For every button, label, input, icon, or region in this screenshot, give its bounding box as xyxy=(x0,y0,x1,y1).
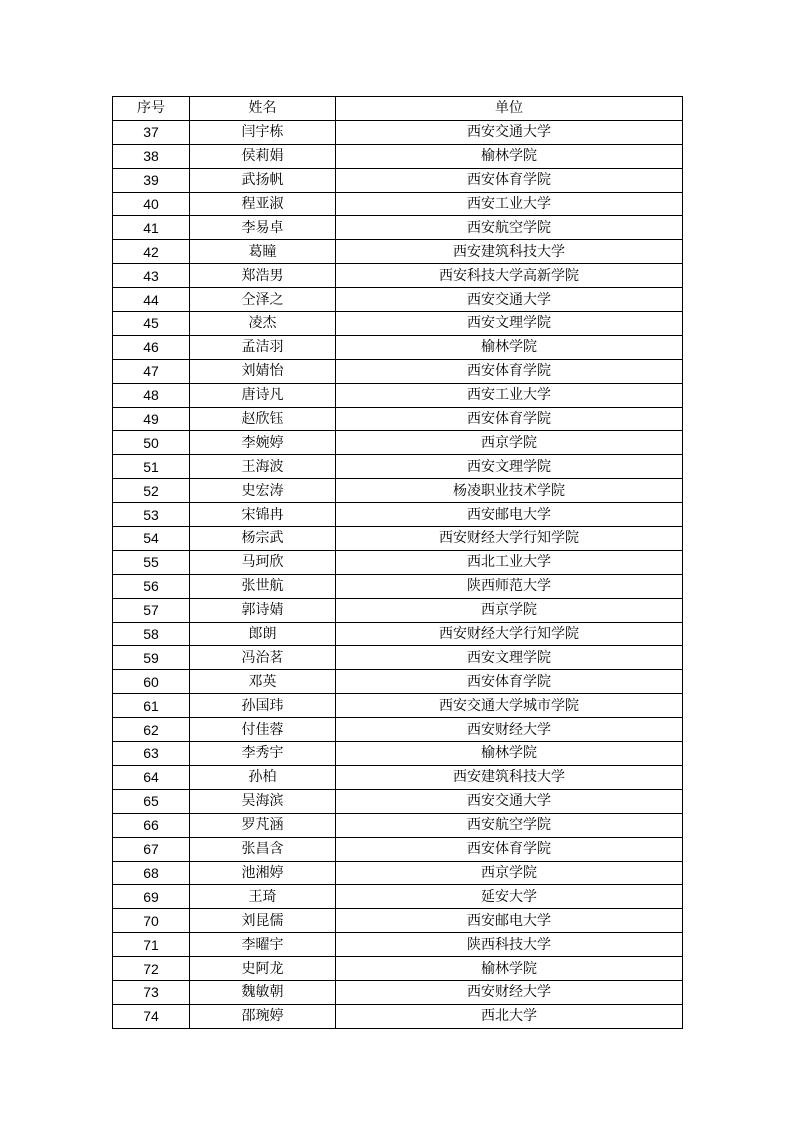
cell-affiliation: 西安文理学院 xyxy=(336,646,683,670)
cell-name: 程亚淑 xyxy=(190,192,336,216)
table-row xyxy=(113,670,683,694)
cell-serial-number: 39 xyxy=(113,168,190,192)
cell-serial-number: 59 xyxy=(113,646,190,670)
roster-table xyxy=(112,96,683,1029)
cell-name: 付佳蓉 xyxy=(190,718,336,742)
cell-serial-number: 71 xyxy=(113,933,190,957)
table-row xyxy=(113,168,683,192)
cell-affiliation: 榆林学院 xyxy=(336,742,683,766)
cell-serial-number: 43 xyxy=(113,264,190,288)
cell-affiliation: 杨凌职业技术学院 xyxy=(336,479,683,503)
table-row xyxy=(113,144,683,168)
cell-affiliation: 西安建筑科技大学 xyxy=(336,765,683,789)
cell-serial-number: 41 xyxy=(113,216,190,240)
table-body xyxy=(113,120,683,1028)
cell-affiliation: 西安交通大学 xyxy=(336,288,683,312)
cell-serial-number: 52 xyxy=(113,479,190,503)
cell-serial-number: 64 xyxy=(113,765,190,789)
cell-affiliation: 西安财经大学行知学院 xyxy=(336,622,683,646)
cell-name: 孙国玮 xyxy=(190,694,336,718)
table-row xyxy=(113,933,683,957)
cell-affiliation: 西安财经大学行知学院 xyxy=(336,527,683,551)
cell-name: 孟洁羽 xyxy=(190,335,336,359)
cell-name: 张昌含 xyxy=(190,837,336,861)
cell-name: 李婉婷 xyxy=(190,431,336,455)
table-row xyxy=(113,120,683,144)
cell-affiliation: 西京学院 xyxy=(336,598,683,622)
table-row xyxy=(113,192,683,216)
table-row xyxy=(113,789,683,813)
cell-name: 马珂欣 xyxy=(190,550,336,574)
cell-name: 邵琬婷 xyxy=(190,1004,336,1028)
cell-affiliation: 西安交通大学 xyxy=(336,120,683,144)
table-row xyxy=(113,837,683,861)
table-row xyxy=(113,288,683,312)
table-row xyxy=(113,694,683,718)
cell-serial-number: 53 xyxy=(113,503,190,527)
header-row xyxy=(113,97,683,121)
cell-affiliation: 西安航空学院 xyxy=(336,813,683,837)
table-row xyxy=(113,503,683,527)
cell-serial-number: 56 xyxy=(113,574,190,598)
table-row xyxy=(113,957,683,981)
cell-name: 宋锦冉 xyxy=(190,503,336,527)
table-row xyxy=(113,240,683,264)
table-row xyxy=(113,622,683,646)
cell-name: 侯莉娟 xyxy=(190,144,336,168)
cell-affiliation: 陕西师范大学 xyxy=(336,574,683,598)
cell-name: 魏敏朝 xyxy=(190,980,336,1004)
cell-serial-number: 38 xyxy=(113,144,190,168)
cell-serial-number: 45 xyxy=(113,312,190,336)
table-row xyxy=(113,527,683,551)
cell-serial-number: 62 xyxy=(113,718,190,742)
cell-affiliation: 西安航空学院 xyxy=(336,216,683,240)
table-row xyxy=(113,646,683,670)
table-row xyxy=(113,980,683,1004)
cell-affiliation: 西安体育学院 xyxy=(336,670,683,694)
cell-affiliation: 西安科技大学高新学院 xyxy=(336,264,683,288)
cell-name: 李易卓 xyxy=(190,216,336,240)
header-serial-number: 序号 xyxy=(113,97,190,121)
cell-serial-number: 73 xyxy=(113,980,190,1004)
table-row xyxy=(113,312,683,336)
table-row xyxy=(113,909,683,933)
cell-affiliation: 西安文理学院 xyxy=(336,455,683,479)
cell-serial-number: 60 xyxy=(113,670,190,694)
cell-name: 王海波 xyxy=(190,455,336,479)
cell-name: 池湘婷 xyxy=(190,861,336,885)
cell-name: 唐诗凡 xyxy=(190,383,336,407)
cell-affiliation: 西安交通大学 xyxy=(336,789,683,813)
cell-name: 罗芃涵 xyxy=(190,813,336,837)
cell-affiliation: 西京学院 xyxy=(336,431,683,455)
cell-affiliation: 西安体育学院 xyxy=(336,407,683,431)
cell-name: 仝泽之 xyxy=(190,288,336,312)
cell-serial-number: 69 xyxy=(113,885,190,909)
cell-name: 闫宇栋 xyxy=(190,120,336,144)
cell-affiliation: 西安体育学院 xyxy=(336,359,683,383)
cell-serial-number: 67 xyxy=(113,837,190,861)
cell-name: 张世航 xyxy=(190,574,336,598)
table-row xyxy=(113,574,683,598)
cell-name: 吴海滨 xyxy=(190,789,336,813)
cell-serial-number: 70 xyxy=(113,909,190,933)
cell-name: 邓英 xyxy=(190,670,336,694)
table-row xyxy=(113,407,683,431)
cell-affiliation: 榆林学院 xyxy=(336,957,683,981)
table-row xyxy=(113,598,683,622)
cell-serial-number: 74 xyxy=(113,1004,190,1028)
table-row xyxy=(113,885,683,909)
cell-serial-number: 42 xyxy=(113,240,190,264)
cell-serial-number: 68 xyxy=(113,861,190,885)
cell-serial-number: 61 xyxy=(113,694,190,718)
cell-affiliation: 西安建筑科技大学 xyxy=(336,240,683,264)
cell-affiliation: 延安大学 xyxy=(336,885,683,909)
cell-name: 葛瞳 xyxy=(190,240,336,264)
header-affiliation: 单位 xyxy=(336,97,683,121)
cell-name: 孙柏 xyxy=(190,765,336,789)
table-row xyxy=(113,383,683,407)
cell-affiliation: 西安工业大学 xyxy=(336,383,683,407)
cell-name: 郑浩男 xyxy=(190,264,336,288)
table-row xyxy=(113,455,683,479)
cell-affiliation: 西京学院 xyxy=(336,861,683,885)
cell-affiliation: 陕西科技大学 xyxy=(336,933,683,957)
cell-serial-number: 63 xyxy=(113,742,190,766)
cell-name: 赵欣钰 xyxy=(190,407,336,431)
table-row xyxy=(113,1004,683,1028)
cell-serial-number: 44 xyxy=(113,288,190,312)
cell-name: 凌杰 xyxy=(190,312,336,336)
cell-serial-number: 48 xyxy=(113,383,190,407)
cell-name: 郎朗 xyxy=(190,622,336,646)
cell-name: 刘昆儒 xyxy=(190,909,336,933)
table-row xyxy=(113,431,683,455)
cell-affiliation: 榆林学院 xyxy=(336,335,683,359)
cell-affiliation: 榆林学院 xyxy=(336,144,683,168)
cell-affiliation: 西北大学 xyxy=(336,1004,683,1028)
cell-serial-number: 37 xyxy=(113,120,190,144)
cell-affiliation: 西安财经大学 xyxy=(336,980,683,1004)
table-row xyxy=(113,742,683,766)
cell-name: 李秀宇 xyxy=(190,742,336,766)
cell-name: 武扬帆 xyxy=(190,168,336,192)
cell-affiliation: 西安文理学院 xyxy=(336,312,683,336)
cell-affiliation: 西安邮电大学 xyxy=(336,909,683,933)
cell-serial-number: 66 xyxy=(113,813,190,837)
cell-affiliation: 西安体育学院 xyxy=(336,837,683,861)
cell-name: 李曜宇 xyxy=(190,933,336,957)
cell-name: 杨宗武 xyxy=(190,527,336,551)
cell-serial-number: 54 xyxy=(113,527,190,551)
cell-affiliation: 西安财经大学 xyxy=(336,718,683,742)
cell-serial-number: 50 xyxy=(113,431,190,455)
cell-affiliation: 西安工业大学 xyxy=(336,192,683,216)
cell-serial-number: 40 xyxy=(113,192,190,216)
table-row xyxy=(113,479,683,503)
cell-affiliation: 西北工业大学 xyxy=(336,550,683,574)
cell-name: 郭诗婧 xyxy=(190,598,336,622)
cell-serial-number: 46 xyxy=(113,335,190,359)
cell-affiliation: 西安体育学院 xyxy=(336,168,683,192)
cell-name: 史阿龙 xyxy=(190,957,336,981)
table-row xyxy=(113,359,683,383)
cell-serial-number: 58 xyxy=(113,622,190,646)
cell-name: 史宏涛 xyxy=(190,479,336,503)
header-name: 姓名 xyxy=(190,97,336,121)
table-row xyxy=(113,550,683,574)
cell-serial-number: 72 xyxy=(113,957,190,981)
table-row xyxy=(113,264,683,288)
cell-name: 王琦 xyxy=(190,885,336,909)
table-row xyxy=(113,765,683,789)
cell-affiliation: 西安邮电大学 xyxy=(336,503,683,527)
cell-affiliation: 西安交通大学城市学院 xyxy=(336,694,683,718)
table-row xyxy=(113,335,683,359)
cell-serial-number: 57 xyxy=(113,598,190,622)
cell-serial-number: 65 xyxy=(113,789,190,813)
table-row xyxy=(113,861,683,885)
table-row xyxy=(113,718,683,742)
cell-name: 冯治茗 xyxy=(190,646,336,670)
cell-serial-number: 49 xyxy=(113,407,190,431)
cell-serial-number: 55 xyxy=(113,550,190,574)
cell-serial-number: 47 xyxy=(113,359,190,383)
table-row xyxy=(113,813,683,837)
table-row xyxy=(113,216,683,240)
cell-serial-number: 51 xyxy=(113,455,190,479)
cell-name: 刘婧怡 xyxy=(190,359,336,383)
